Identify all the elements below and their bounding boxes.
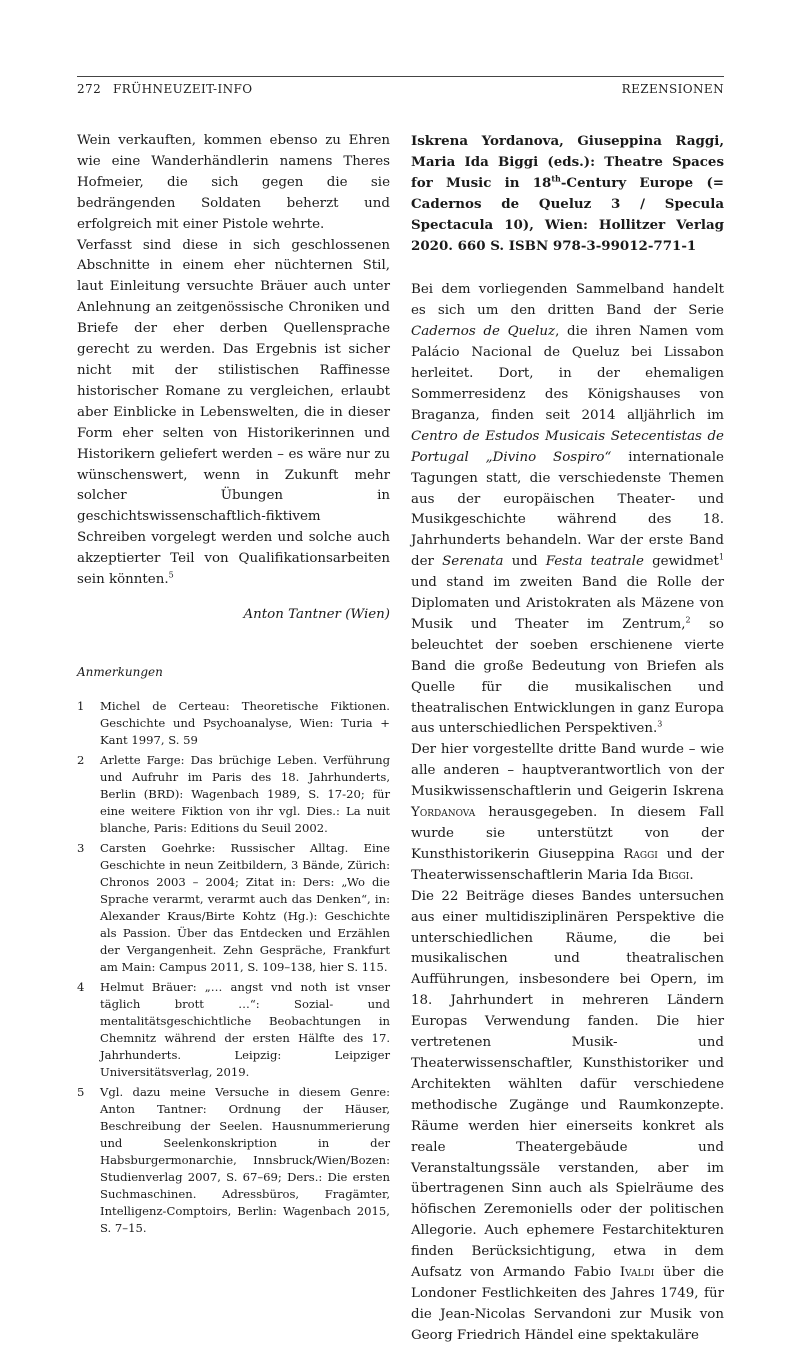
footnote-number: 1 [77,698,85,713]
footnote-number: 2 [77,752,85,767]
author-name: Raggi [623,846,658,862]
footnote-ref[interactable]: 5 [168,570,174,580]
footnote [77,979,390,1081]
footnote-text: Vgl. dazu meine Versuche in diesem Genre: Anton Tantner: Ordnung der Häuser, Beschreibung der Seelen. Hausnummerierung und Seelenkonskription in der Habsburgermonarchie, Innsbruck/Wien/Bozen: Studienverlag 2007, S. 67–69; Ders.: Die ersten Suchmaschinen. Adressbüros, Fragämter, Intelligenz-Comptoirs, Berlin: Wagenbach 2015, S. 7–15. [100,1084,390,1235]
footnote-text: Carsten Goehrke: Russischer Alltag. Eine Geschichte in neun Zeitbildern, 3 Bände, Zürich: Chronos 2003 – 2004; Zitat in: Ders: „Wo die Sprache verarmt, verarmt auch das Denken“, in: Alexander Kraus/Birte Kohtz (Hg.): Geschichte als Passion. Über das Entdecken und Erzählen der Vergangenheit. Zehn Gespräche, Frankfurt am Main: Campus 2011, S. 109–138, hier S. 115. [100,840,390,974]
footnote-ref[interactable]: 3 [657,720,663,729]
reviewed-book-citation: Iskrena Yordanova, Giuseppina Raggi, Maria Ida Biggi (eds.): Theatre Spaces for Music in 18th-Century Europe (= Cadernos de Queluz 3 / Specula Spectacula 10), Wien: Hollitzer Verlag 2020. 660 S. ISBN 978-3-99012-771-1 [411,133,725,254]
footnote-ref[interactable]: 2 [685,615,691,625]
author-name: Ivaldi [619,1265,655,1281]
footnote-number: 4 [77,979,85,994]
footnote [77,840,390,976]
paragraph: Der hier vorgestellte dritte Band wurde – wie alle anderen – hauptverantwortlich von der Musikwissenschaftlerin und Geigerin Iskrena Yordanova herausgegeben. In diesem Fall wurde sie unterstützt von der Kunsthistorikerin Giuseppina Raggi und der Theaterwissenschaftlerin Maria Ida Biggi. [411,742,724,883]
journal-title: FRÜHNEUZEIT-INFO [113,82,253,96]
footnote-text: Arlette Farge: Das brüchige Leben. Verführung und Aufruhr im Paris des 18. Jahrhunderts, Berlin (BRD): Wagenbach 1989, S. 17-20; für eine weitere Fiktion von ihr vgl. Dies.: La nuit blanche, Paris: Editions du Seuil 2002. [100,752,390,835]
right-body-text [411,280,724,1346]
right-column [411,131,724,1347]
paragraph: Bei dem vorliegenden Sammelband handelt es sich um den dritten Band der Serie Cadernos de Queluz, die ihren Namen vom Palácio Nacional de Queluz bei Lissabon herleitet. Dort, in der ehemaligen Sommerresidenz des Königshauses von Braganza, finden seit 2014 alljährlich im Centro de Estudos Musicais Setecentistas de Portugal „Divino Sospiro“ internationale Tagungen statt, die verschiedenste Themen aus der europäischen Theater- und Musikgeschichte während des 18. Jahrhunderts behandeln. War der erste Band der Serenata und Festa teatrale gewidmet$^1$ und stand im zweiten Band die Rolle der Diplomaten und Aristokraten als Mäzene von Musik und Theater im Zentrum,$^2$ so beleuchtet der soeben erschienene vierte Band die große Bedeutung von Briefen als Quelle für die musikalischen und theatralischen Entwicklungen in ganz Europa aus unterschiedlichen Perspektiven.$^3$ [411,282,724,737]
paragraph: Verfasst sind diese in sich geschlossenen Abschnitte in einem eher nüchternen Stil, laut Einleitung versuchte Bräuer auch unter Anlehnung an zeitgenössische Chroniken und Briefe der eher derben Quellensprache gerecht zu werden. Das Ergebnis ist sicher nicht mit der stilistischen Raffinesse historischer Romane zu vergleichen, erlaubt aber Einblicke in Lebenswelten, die in dieser Form eher selten von Historikerinnen und Historikern geliefert werden – es wäre nur zu wünschenswert, wenn in Zukunft mehr solcher Übungen in geschichtswissenschaftlich-fiktivem Schreiben vorgelegt werden und solche auch akzeptierter Teil von Qualifikationsarbeiten sein könnten.$^5$ [77,237,390,588]
paragraph: Wein verkauften, kommen ebenso zu Ehren wie eine Wanderhändlerin namens Theres Hofmeier, die sich gegen die sie bedrängenden Soldaten beherzt und erfolgreich mit einer Pistole wehrte. [77,133,390,232]
footnote [77,752,390,837]
footnote [77,698,390,749]
review-signature: Anton Tantner (Wien) [243,606,390,622]
footnote-text: Michel de Certeau: Theoretische Fiktionen. Geschichte und Psychoanalyse, Wien: Turia + Kant 1997, S. 59 [100,698,390,747]
author-name: Yordanova [411,805,476,821]
notes-heading: Anmerkungen [77,664,163,679]
section-title: REZENSIONEN [621,82,724,96]
footnote [77,1084,390,1237]
footnote-list [77,698,390,1237]
running-header [77,78,724,98]
footnote-text: Helmut Bräuer: „… angst vnd noth ist vnser täglich brott …“: Sozial- und mentalitätsgeschichtliche Beobachtungen in Chemnitz während der ersten Hälfte des 17. Jahrhunderts. Leipzig: Leipziger Universitätsverlag, 2019. [100,979,390,1079]
header-rule [77,76,724,77]
footnote-ref[interactable]: 1 [718,552,724,562]
footnote-number: 3 [77,840,85,855]
left-column [77,131,390,1240]
footnote-number: 5 [77,1084,85,1099]
page-number: 272 [77,82,102,96]
author-name: Biggi [658,867,690,883]
paragraph: Die 22 Beiträge dieses Bandes untersuchen aus einer multidisziplinären Perspektive die unterschiedlichen Räume, die bei musikalischen und theatralischen Aufführungen, insbesondere bei Opern, im 18. Jahrhundert in mehreren Ländern Europas Verwendung fanden. Die hier vertretenen Musik- und Theaterwissenschaftler, Kunsthistoriker und Architekten wählten dafür verschiedene methodische Zugänge und Raumkonzepte. Räume werden hier einerseits konkret als reale Theatergebäude und Veranstaltungssäle verstanden, aber im übertragenen Sinn auch als Spielräume des höfischen Zeremoniells oder der politischen Allegorie. Auch ephemere Festarchitekturen finden Berücksichtigung, etwa in dem Aufsatz von Armando Fabio Ivaldi über die Londoner Festlichkeiten des Jahres 1749, für die Jean-Nicolas Servandoni zur Musik von Georg Friedrich Händel eine spektakuläre [411,888,724,1343]
left-body-text [77,131,390,591]
